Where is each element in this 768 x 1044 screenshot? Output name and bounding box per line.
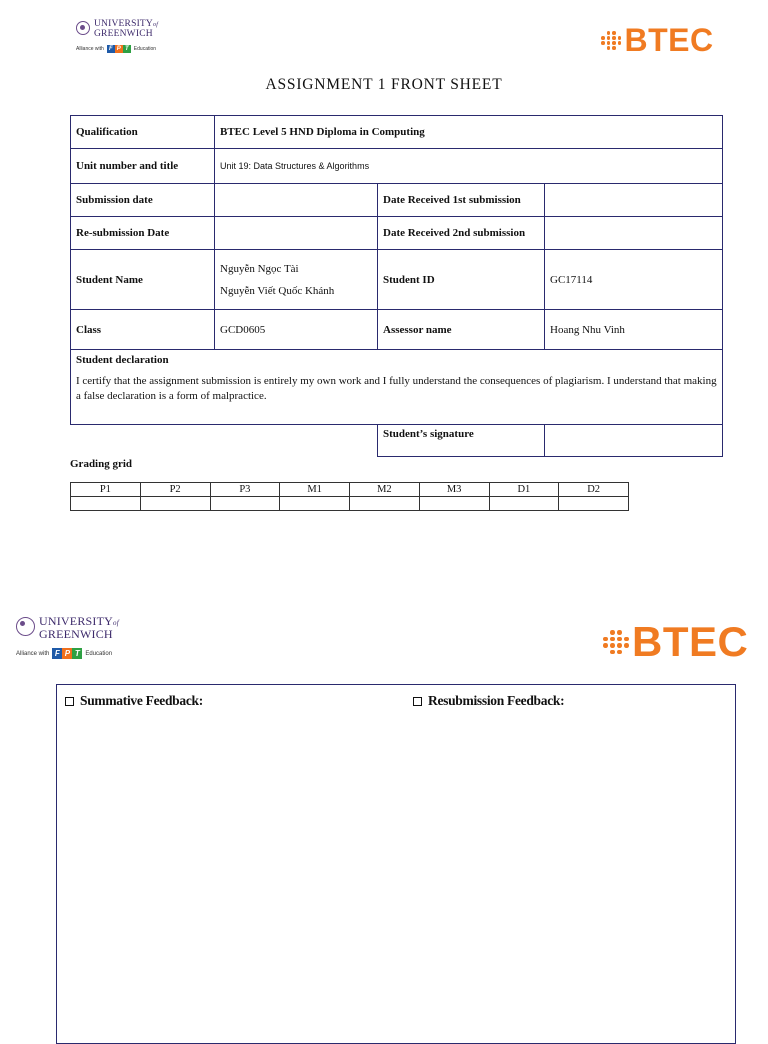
grade-header: D2: [559, 483, 629, 497]
grade-value: [350, 497, 420, 511]
declaration-text: I certify that the assignment submission is entirely my own work and I fully understand the consequences of plagiarism. I understand that making a false declaration is a form of malpractice.: [76, 375, 717, 402]
fpt-logo: [52, 648, 82, 659]
student-name-2: Nguyễn Viết Quốc Khánh: [220, 284, 335, 297]
checkbox-icon: [413, 697, 422, 706]
university-of: of: [153, 22, 159, 28]
feedback-box[interactable]: [56, 684, 736, 1044]
btec-logo: [601, 22, 714, 59]
summative-feedback-label: Summative Feedback:: [80, 693, 203, 708]
grade-header: P2: [140, 483, 210, 497]
summative-feedback-heading: [65, 693, 203, 709]
class-label: Class: [71, 310, 215, 350]
university-name-line1: UNIVERSITY: [94, 19, 153, 29]
grading-grid-label: Grading grid: [70, 458, 133, 470]
university-crest-icon: [16, 617, 35, 636]
fpt-letter-p: P: [116, 46, 121, 52]
declaration-title: Student declaration: [76, 354, 169, 366]
resubmission-date-value: [215, 217, 378, 250]
btec-wordmark: BTEC: [624, 22, 714, 58]
unit-row: [71, 149, 723, 184]
date-received-2-label: Date Received 2nd submission: [378, 217, 545, 250]
date-received-2-value: [545, 217, 723, 250]
student-name-label: Student Name: [71, 250, 215, 310]
alliance-prefix: Alliance with: [16, 650, 50, 657]
university-logo: [76, 20, 158, 53]
declaration-row: [71, 350, 723, 425]
grade-value: [489, 497, 559, 511]
fpt-letter-f: F: [107, 45, 115, 53]
signature-label: Student’s signature: [378, 425, 545, 457]
qualification-label: Qualification: [71, 116, 215, 149]
btec-logo-page2: [603, 618, 748, 666]
class-row: [71, 310, 723, 350]
university-crest-icon: [76, 21, 90, 35]
student-id-value: GC17114: [545, 250, 723, 310]
grade-header: M1: [280, 483, 350, 497]
resubmission-row: [71, 217, 723, 250]
grading-grid-table: [70, 482, 629, 511]
grade-header: M2: [350, 483, 420, 497]
alliance-suffix: Education: [133, 46, 157, 52]
university-name-line1: UNIVERSITY: [39, 614, 113, 628]
university-name-line2: GREENWICH: [39, 627, 113, 641]
grade-value: [559, 497, 629, 511]
fpt-letter-f: F: [52, 648, 62, 659]
signature-value: [545, 425, 723, 457]
checkbox-icon: [65, 697, 74, 706]
grade-value: [210, 497, 280, 511]
alliance-line: [76, 45, 158, 53]
fpt-logo: [107, 45, 131, 53]
declaration-cell: [71, 350, 723, 425]
alliance-prefix: Alliance with: [76, 46, 104, 52]
student-id-label: Student ID: [378, 250, 545, 310]
resubmission-feedback-heading: [413, 693, 564, 709]
grade-value: [140, 497, 210, 511]
unit-value: Unit 19: Data Structures & Algorithms: [215, 149, 723, 184]
university-name-line2: GREENWICH: [94, 29, 153, 39]
signature-spacer: [71, 425, 378, 457]
student-row: [71, 250, 723, 310]
grade-header: P1: [71, 483, 141, 497]
grading-header-row: [71, 483, 629, 497]
student-name-1: Nguyễn Ngọc Tài: [220, 262, 299, 275]
grade-value: [71, 497, 141, 511]
grading-value-row: [71, 497, 629, 511]
grade-value: [280, 497, 350, 511]
submission-date-value: [215, 184, 378, 217]
date-received-1-value: [545, 184, 723, 217]
resubmission-feedback-label: Resubmission Feedback:: [428, 693, 565, 708]
assessor-label: Assessor name: [378, 310, 545, 350]
qualification-value: BTEC Level 5 HND Diploma in Computing: [215, 116, 723, 149]
grade-value: [419, 497, 489, 511]
submission-row: [71, 184, 723, 217]
class-value: GCD0605: [215, 310, 378, 350]
btec-dots-icon: [601, 31, 622, 50]
page-title: ASSIGNMENT 1 FRONT SHEET: [265, 76, 503, 93]
date-received-1-label: Date Received 1st submission: [378, 184, 545, 217]
grade-header: D1: [489, 483, 559, 497]
submission-date-label: Submission date: [71, 184, 215, 217]
resubmission-date-label: Re-submission Date: [71, 217, 215, 250]
btec-wordmark: BTEC: [632, 618, 749, 665]
assessor-value: Hoang Nhu Vinh: [545, 310, 723, 350]
alliance-line: [16, 648, 119, 659]
university-of: of: [113, 619, 119, 627]
alliance-suffix: Education: [85, 650, 113, 657]
university-logo-page2: [16, 616, 119, 659]
grade-header: M3: [419, 483, 489, 497]
fpt-letter-p: P: [62, 648, 72, 659]
signature-row: [71, 425, 723, 457]
fpt-letter-t: T: [123, 45, 131, 53]
grade-header: P3: [210, 483, 280, 497]
btec-dots-icon: [603, 630, 629, 654]
front-sheet-table: [70, 115, 723, 457]
student-names-cell: [215, 250, 378, 310]
fpt-letter-t: T: [72, 648, 82, 659]
qualification-row: [71, 116, 723, 149]
unit-label: Unit number and title: [71, 149, 215, 184]
